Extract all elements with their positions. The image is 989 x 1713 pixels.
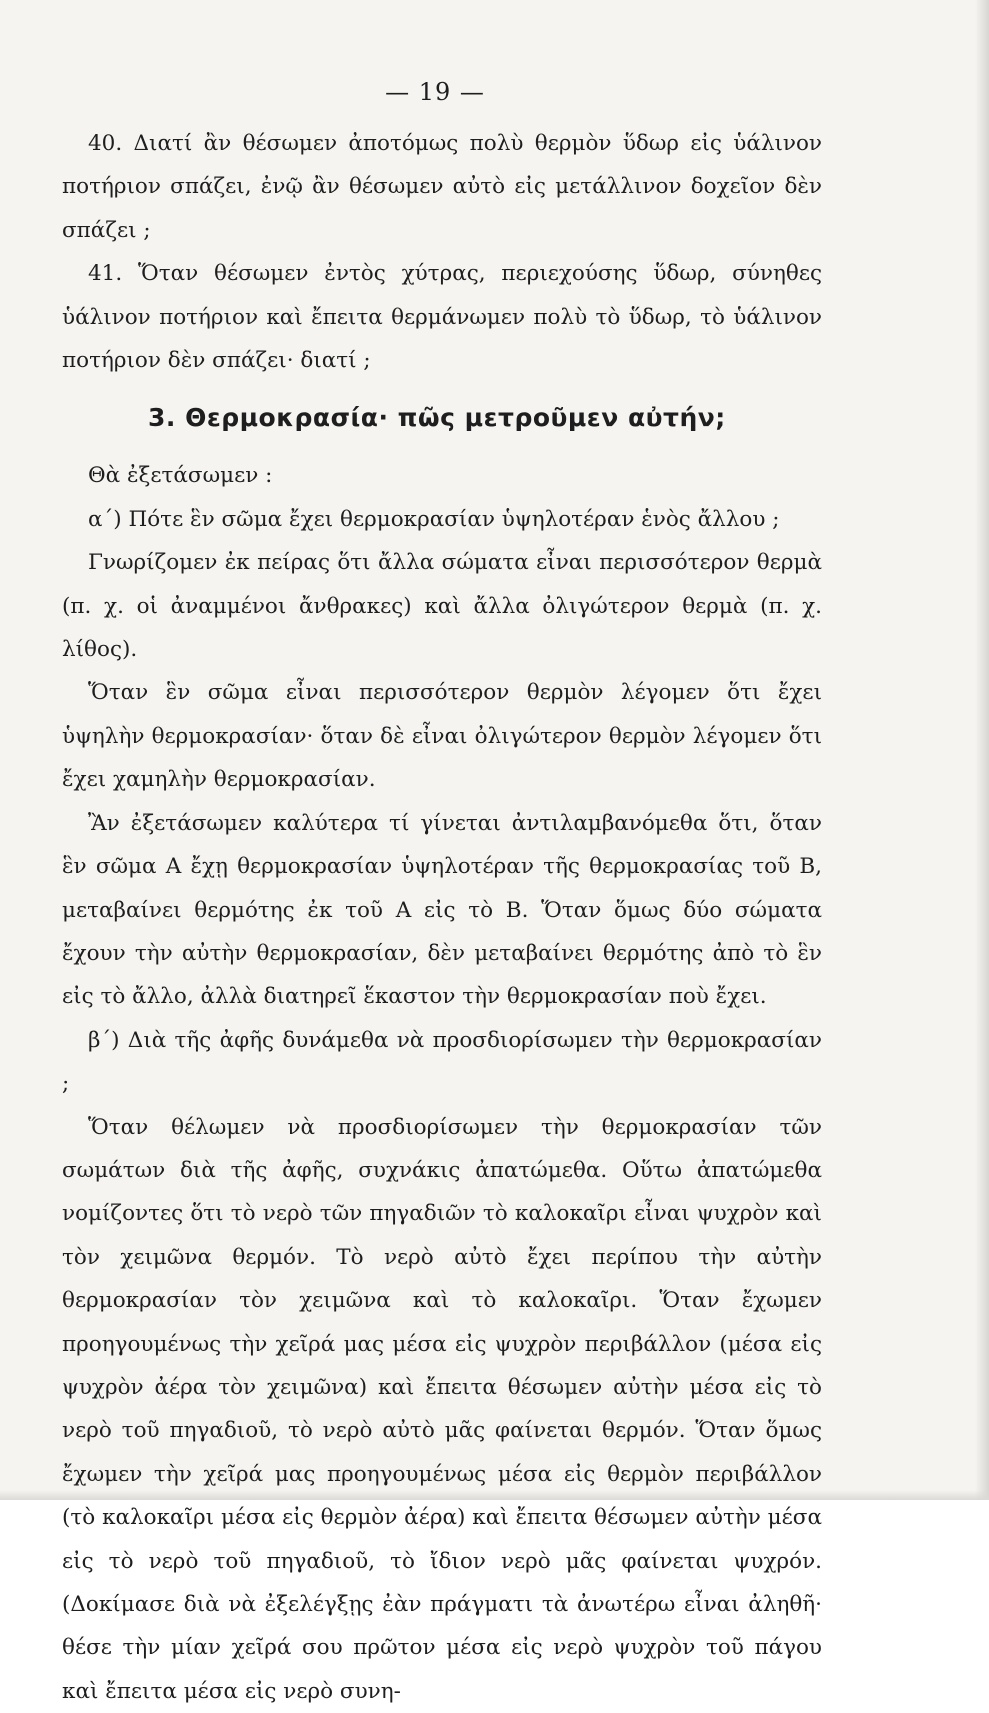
question-b: β΄) Διὰ τῆς ἀφῆς δυνάμεθα νὰ προσδιορίσωμεν τὴν θερμοκρασίαν ;: [62, 1027, 822, 1097]
page-body: [62, 122, 822, 1713]
question-a: α΄) Πότε ἓν σῶμα ἔχει θερμοκρασίαν ὑψηλοτέραν ἑνὸς ἄλλου ;: [88, 506, 780, 532]
page-edge-shadow: [975, 0, 989, 1500]
paragraph-heat-transfer: Ἂν ἐξετάσωμεν καλύτερα τί γίνεται ἀντιλαμβανόμεθα ὅτι, ὅταν ἓν σῶμα Α ἔχῃ θερμοκρασίαν ὑψηλοτέραν τῆς θερμοκρασίας τοῦ Β, μεταβαίνει θερμότης ἐκ τοῦ Α εἰς τὸ Β. Ὅταν ὅμως δύο σώματα ἔχουν τὴν αὐτὴν θερμοκρασίαν, δὲν μεταβαίνει θερμότης ἀπὸ τὸ ἓν εἰς τὸ ἄλλο, ἀλλὰ διατηρεῖ ἕκαστον τὴν θερμοκρασίαν ποὺ ἔχει.: [62, 810, 822, 1010]
paragraph-high-low: Ὅταν ἓν σῶμα εἶναι περισσότερον θερμὸν λέγομεν ὅτι ἔχει ὑψηλὴν θερμοκρασίαν· ὅταν δὲ εἶναι ὀλιγώτερον θερμὸν λέγομεν ὅτι ἔχει χαμηλὴν θερμοκρασίαν.: [62, 680, 822, 793]
paragraph-hot-cold: Γνωρίζομεν ἐκ πείρας ὅτι ἄλλα σώματα εἶναι περισσότερον θερμὰ (π. χ. οἱ ἀναμμένοι ἄνθρακες) καὶ ἄλλα ὀλιγώτερον θερμὰ (π. χ. λίθος).: [62, 550, 822, 663]
question-41: 41. Ὅταν θέσωμεν ἐντὸς χύτρας, περιεχούσης ὕδωρ, σύνηθες ὑάλινον ποτήριον καὶ ἔπειτα θερμάνωμεν πολὺ τὸ ὕδωρ, τὸ ὑάλινον ποτήριον δὲν σπάζει· διατί ;: [62, 261, 822, 374]
page-number: — 19 —: [385, 78, 485, 106]
paragraph-intro: Θὰ ἐξετάσωμεν :: [88, 463, 273, 489]
section-heading: 3. Θερμοκρασία· πῶς μετροῦμεν αὐτήν;: [148, 403, 726, 433]
paragraph-touch: Ὅταν θέλωμεν νὰ προσδιορίσωμεν τὴν θερμοκρασίαν τῶν σωμάτων διὰ τῆς ἀφῆς, συχνάκις ἀπατώμεθα. Οὕτω ἀπατώμεθα νομίζοντες ὅτι τὸ νερὸ τῶν πηγαδιῶν τὸ καλοκαῖρι εἶναι ψυχρὸν καὶ τὸν χειμῶνα θερμόν. Τὸ νερὸ αὐτὸ ἔχει περίπου τὴν αὐτὴν θερμοκρασίαν τὸν χειμῶνα καὶ τὸ καλοκαῖρι. Ὅταν ἔχωμεν προηγουμένως τὴν χεῖρά μας μέσα εἰς ψυχρὸν περιβάλλον (μέσα εἰς ψυχρὸν ἀέρα τὸν χειμῶνα) καὶ ἔπειτα θέσωμεν αὐτὴν μέσα εἰς τὸ νερὸ τοῦ πηγαδιοῦ, τὸ νερὸ αὐτὸ μᾶς φαίνεται θερμόν. Ὅταν ὅμως ἔχωμεν τὴν χεῖρά μας προηγουμένως μέσα εἰς θερμὸν περιβάλλον (τὸ καλοκαῖρι μέσα εἰς θερμὸν ἀέρα) καὶ ἔπειτα θέσωμεν αὐτὴν μέσα εἰς τὸ νερὸ τοῦ πηγαδιοῦ, τὸ ἴδιον νερὸ μᾶς φαίνεται ψυχρόν. (Δοκίμασε διὰ νὰ ἐξελέγξῃς ἐὰν πράγματι τὰ ἀνωτέρω εἶναι ἀληθῆ· θέσε τὴν μίαν χεῖρά σου πρῶτον μέσα εἰς νερὸ ψυχρὸν τοῦ πάγου καὶ ἔπειτα μέσα εἰς νερὸ συνη-: [62, 1114, 822, 1704]
question-40: 40. Διατί ἂν θέσωμεν ἀποτόμως πολὺ θερμὸν ὕδωρ εἰς ὑάλινον ποτήριον σπάζει, ἐνῷ ἂν θέσωμεν αὐτὸ εἰς μετάλλινον δοχεῖον δὲν σπάζει ;: [62, 131, 822, 243]
